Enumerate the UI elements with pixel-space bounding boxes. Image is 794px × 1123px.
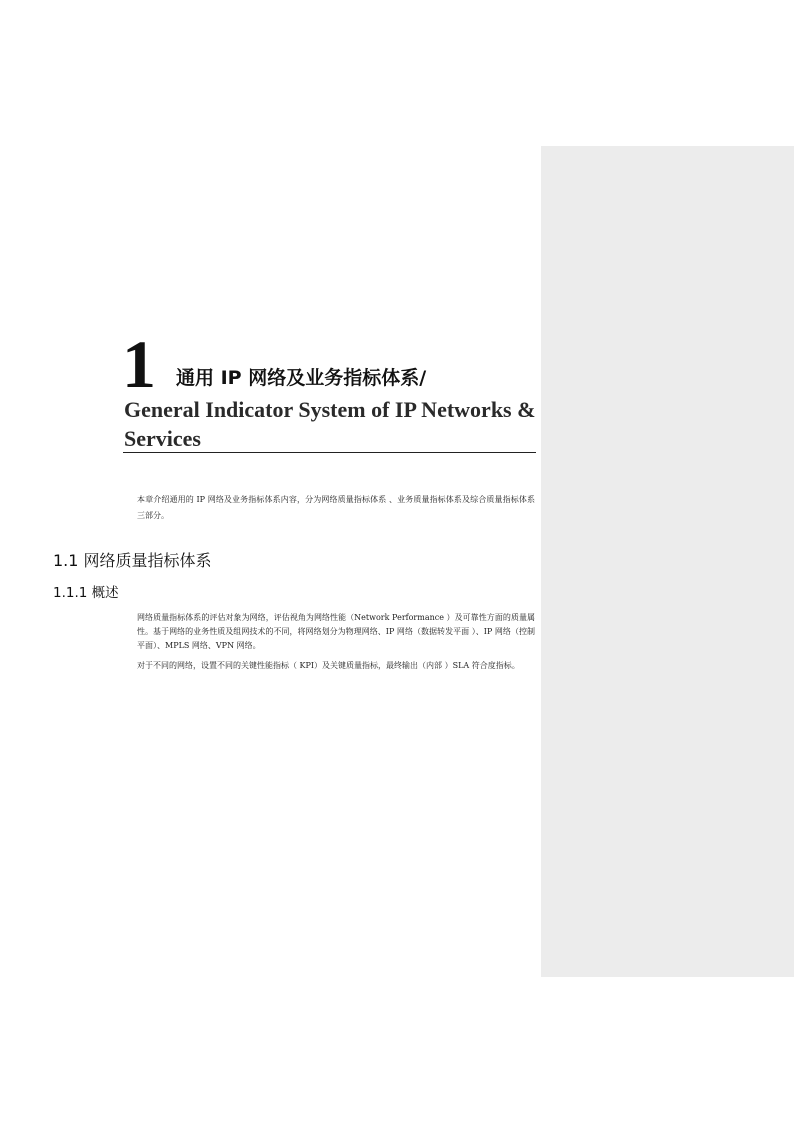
body-paragraph: 对于不同的网络，设置不同的关键性能指标（ KPI）及关键质量指标，最终输出（内部 ）SLA 符合度指标。 [137,661,520,670]
body-paragraph: 网络质量指标体系的评估对象为网络，评估视角为网络性能（Network Performance ）及可靠性方面的质量属性。基于网络的业务性质及组网技术的不同，将网络划分为物理网络、IP 网络（数据转发平面 ）、IP 网络（控制平面）、MPLS 网络、VPN 网络。 [137,613,535,650]
chapter-title-chinese: 通用 IP 网络及业务指标体系/ [176,367,427,389]
subsection-heading: 1.1.1 概述 [53,585,119,601]
chapter-title-english: General Indicator System of IP Networks & Services [124,397,536,451]
section-heading: 1.1 网络质量指标体系 [53,551,212,570]
comment-pane [541,146,794,977]
chapter-intro: 本章介绍通用的 IP 网络及业务指标体系内容，分为网络质量指标体系 、业务质量指标体系及综合质量指标体系三部分。 [137,495,535,520]
title-divider [123,452,536,453]
chapter-number: 1 [122,326,156,402]
